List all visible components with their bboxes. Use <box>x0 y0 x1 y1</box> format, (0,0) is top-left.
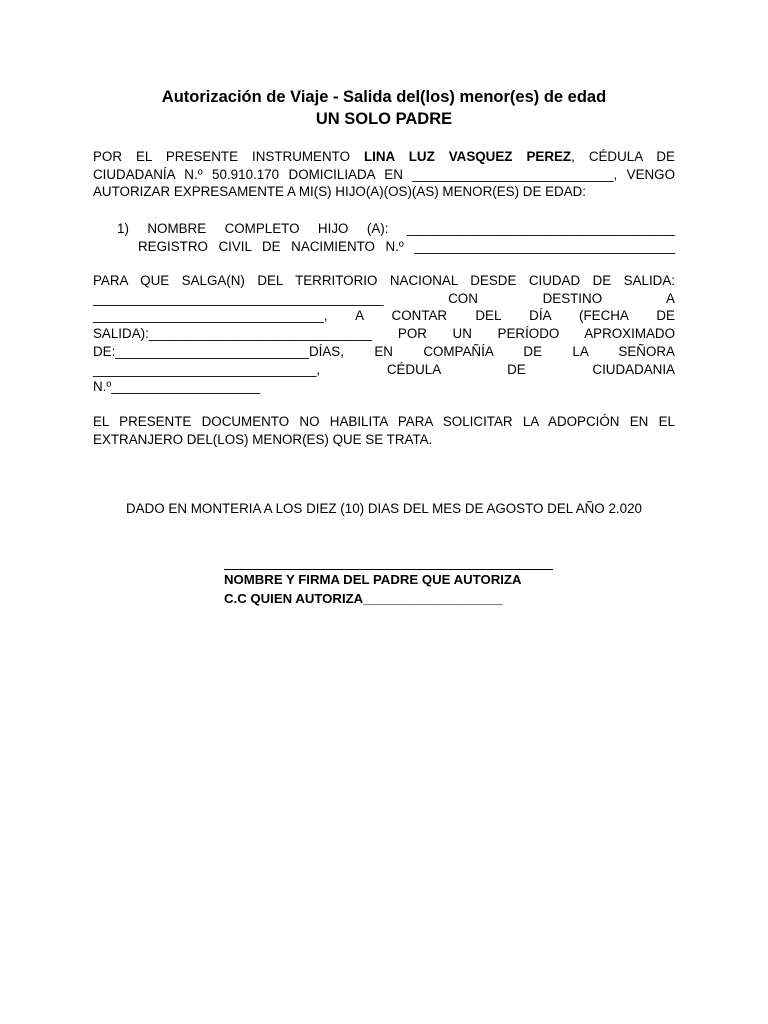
intro-text-end: , CÉDULA DE <box>571 149 675 164</box>
intro-line-3: AUTORIZAR EXPRESAMENTE A MI(S) HIJO(A)(OS)(AS) MENOR(ES) DE EDAD: <box>93 184 587 200</box>
notice-line-2: EXTRANJERO DEL(LOS) MENOR(ES) QUE SE TRATA. <box>93 431 433 447</box>
notice-line-1: EL PRESENTE DOCUMENTO NO HABILITA PARA SOLICITAR LA ADOPCIÓN EN EL <box>93 414 675 429</box>
signature-label: NOMBRE Y FIRMA DEL PADRE QUE AUTORIZA <box>224 572 522 587</box>
travel-line-2: _______________________________________ CON DESTINO A <box>93 290 675 306</box>
document-title: Autorización de Viaje - Salida del(los) menor(es) de edad <box>161 88 607 106</box>
intro-line-2: CIUDADANÍA N.º 50.910.170 DOMICILIADA EN ___________________________, VENGO <box>93 166 675 182</box>
authorizing-parent-name: LINA LUZ VASQUEZ PEREZ <box>363 149 572 164</box>
dated-statement: DADO EN MONTERIA A LOS DIEZ (10) DIAS DEL MES DE AGOSTO DEL AÑO 2.020 <box>126 501 642 516</box>
travel-paragraph <box>93 272 675 396</box>
travel-line-7: N.º____________________ <box>93 379 261 395</box>
signature-line <box>224 556 553 570</box>
intro-text-start: POR EL PRESENTE INSTRUMENTO <box>93 149 364 164</box>
list-item-child-name: 1) NOMBRE COMPLETO HIJO (A): ____________________________________ <box>117 221 675 236</box>
intro-paragraph <box>93 148 675 201</box>
travel-line-6: ______________________________, CÉDULA DE CIUDADANIA <box>93 361 675 377</box>
document-subtitle: UN SOLO PADRE <box>315 110 453 128</box>
notice-paragraph <box>93 413 675 448</box>
travel-line-1: PARA QUE SALGA(N) DEL TERRITORIO NACIONAL DESDE CIUDAD DE SALIDA: <box>93 273 675 288</box>
travel-line-4: SALIDA):______________________________ POR UN PERÍODO APROXIMADO <box>93 326 675 342</box>
list-item-birth-registry: REGISTRO CIVIL DE NACIMIENTO N.º ___________________________________ <box>138 238 675 254</box>
intro-line-1 <box>93 148 675 166</box>
travel-line-3: _______________________________, A CONTAR DEL DÍA (FECHA DE <box>93 308 675 324</box>
travel-line-5: DE:__________________________DÍAS, EN COMPAÑÍA DE LA SEÑORA <box>93 343 675 359</box>
signature-id-field: C.C QUIEN AUTORIZA___________________ <box>224 591 503 606</box>
minors-list <box>117 220 675 255</box>
